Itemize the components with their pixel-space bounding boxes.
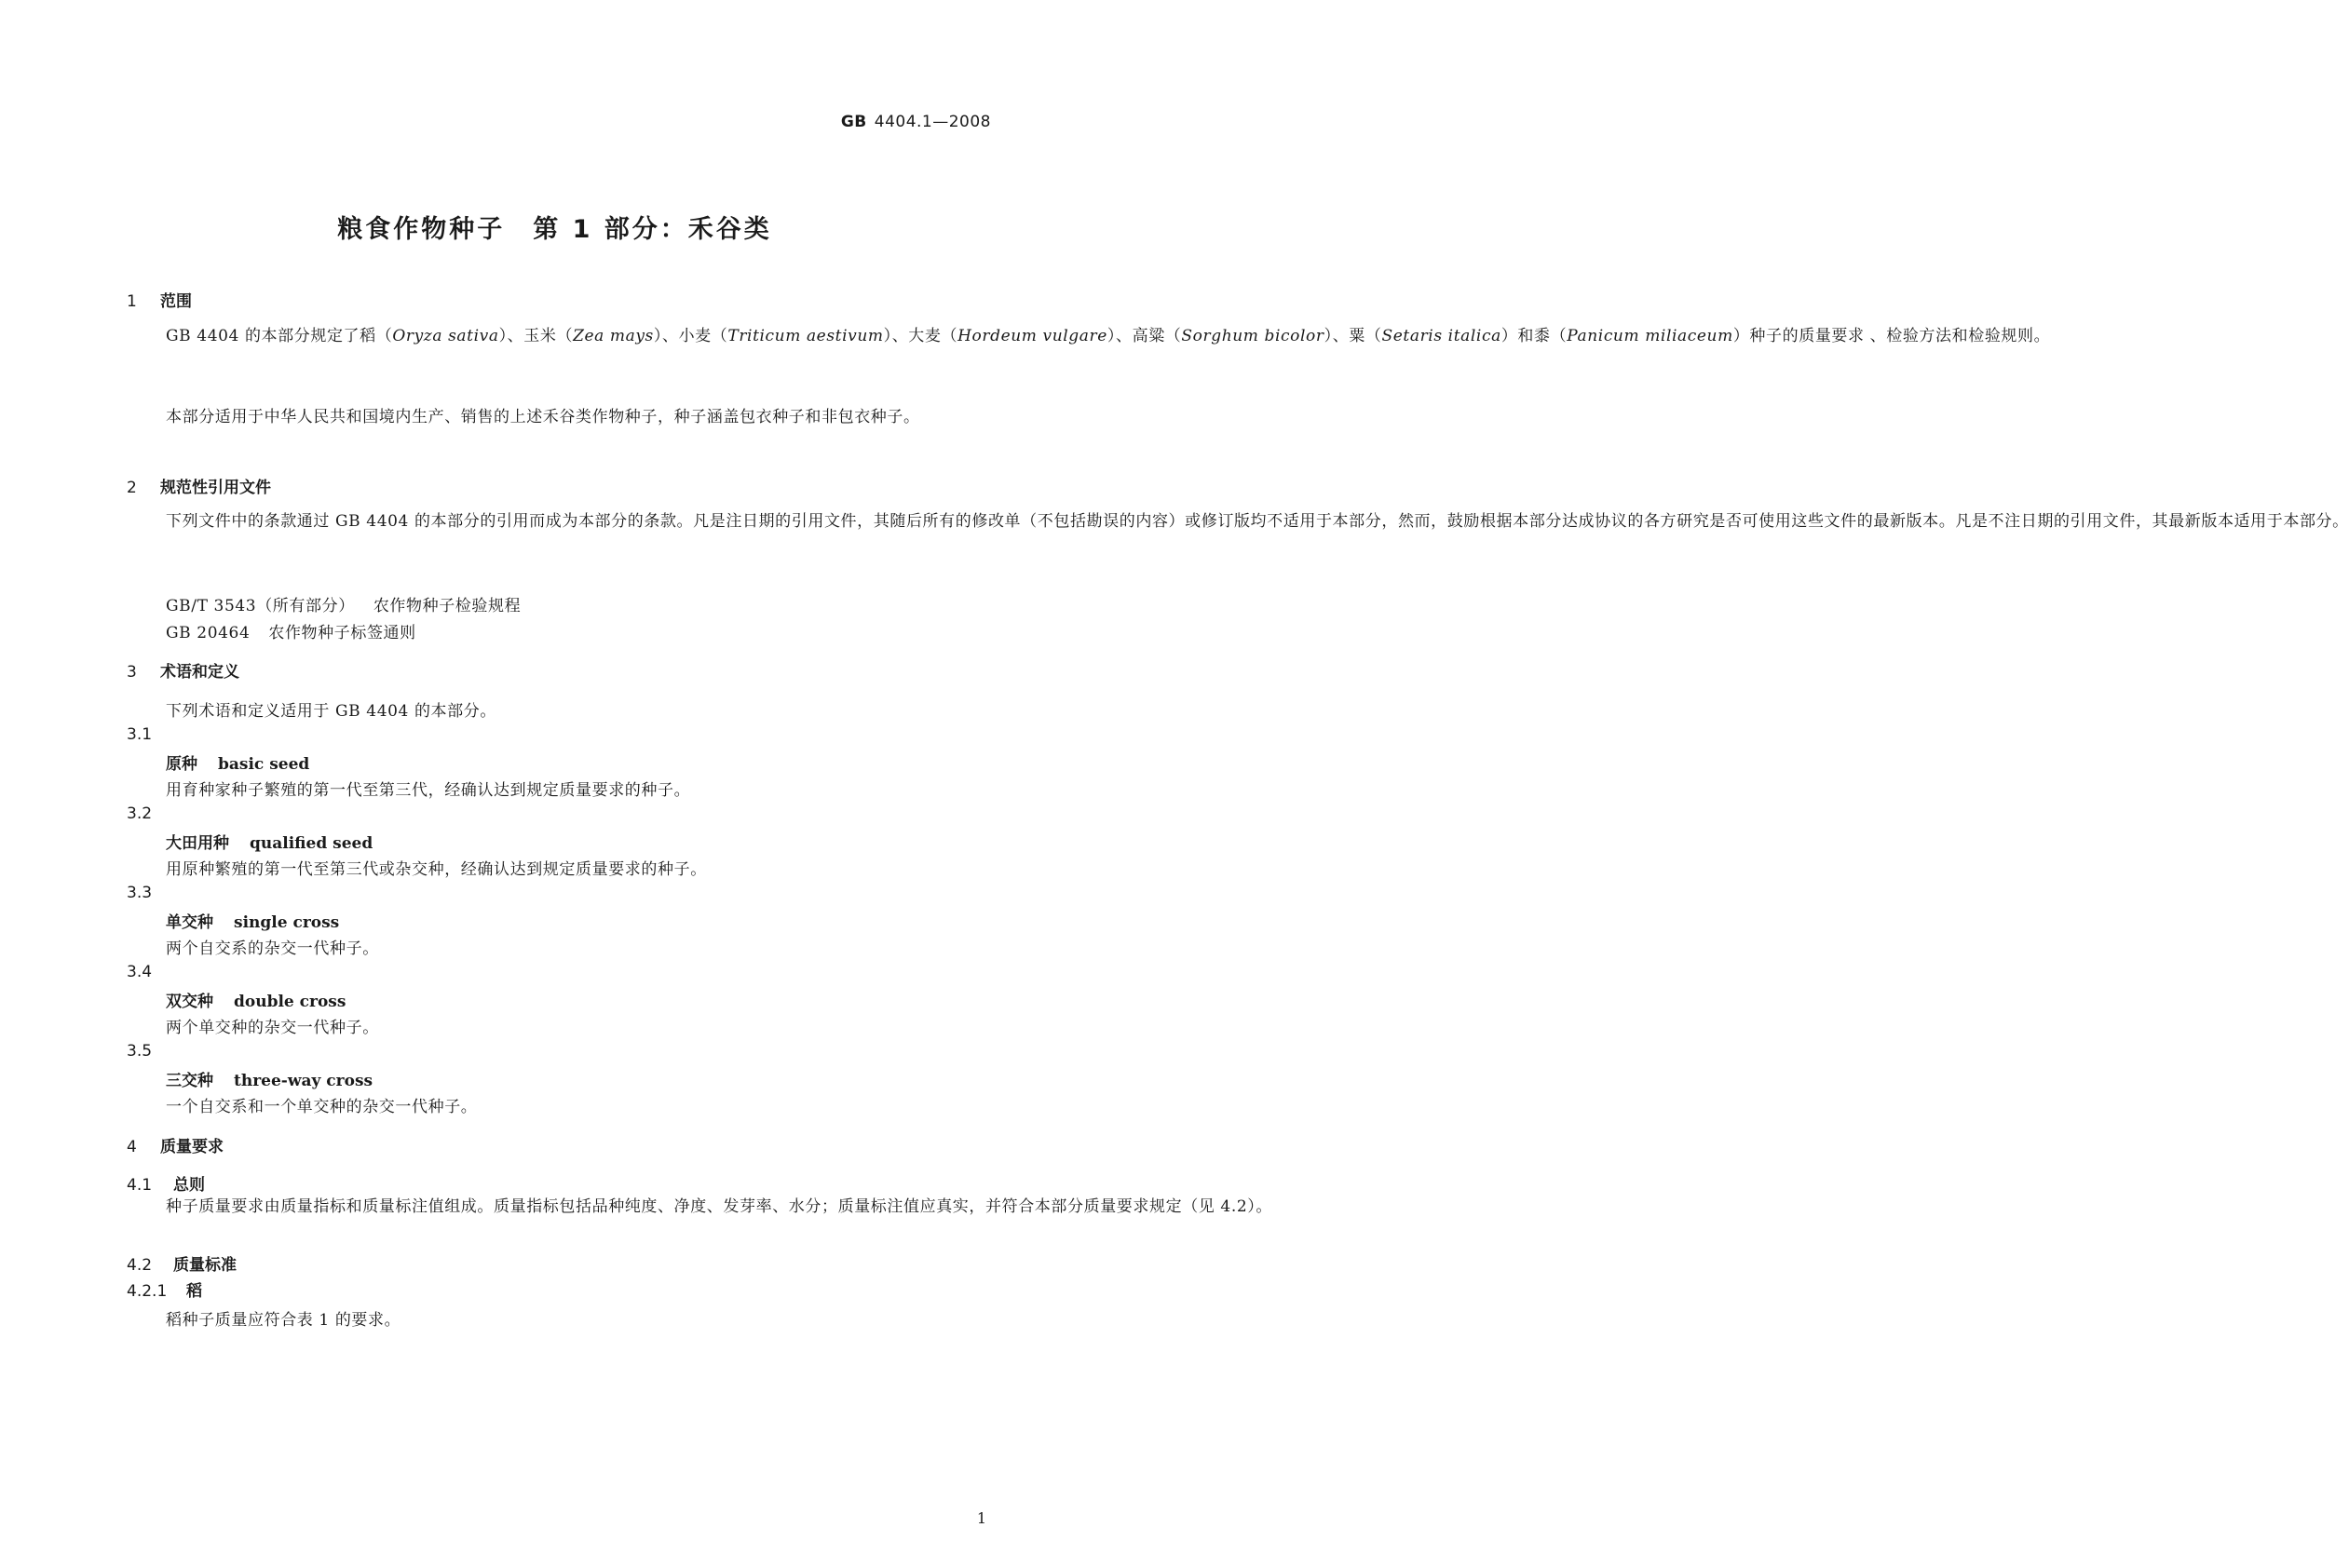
term-definition: 一个自交系和一个单交种的杂交一代种子。 — [166, 1098, 478, 1116]
section-3-heading: 3 术语和定义 — [127, 663, 239, 682]
term-number: 3.2 — [127, 804, 153, 823]
term-definition: 用育种家种子繁殖的第一代至第三代，经确认达到规定质量要求的种子。 — [166, 781, 691, 800]
term-number: 3.4 — [127, 963, 153, 981]
reference-item: GB/T 3543（所有部分） 农作物种子检验规程 — [166, 597, 522, 615]
page-number: 1 — [976, 1509, 986, 1527]
term-definition: 两个单交种的杂交一代种子。 — [166, 1019, 379, 1037]
term-definition: 用原种繁殖的第一代至第三代或杂交种，经确认达到规定质量要求的种子。 — [166, 860, 707, 879]
term-title: 原种 basic seed — [166, 755, 310, 774]
section-1-heading: 1 范围 — [127, 292, 192, 311]
standard-number: GB 4404.1—2008 — [840, 113, 991, 131]
section-4-2-heading: 4.2 质量标准 — [127, 1256, 237, 1275]
term-number: 3.1 — [127, 725, 153, 744]
term-definition: 两个自交系的杂交一代种子。 — [166, 939, 379, 958]
reference-item: GB 20464 农作物种子标签通则 — [166, 624, 416, 642]
document-title: 粮食作物种子 第 1 部分：禾谷类 — [337, 215, 772, 244]
section-4-1-heading: 4.1 总则 — [127, 1176, 205, 1195]
section-1-paragraph-2: 本部分适用于中华人民共和国境内生产、销售的上述禾谷类作物种子，种子涵盖包衣种子和非包衣种子。 — [166, 408, 920, 426]
term-number: 3.3 — [127, 884, 153, 902]
section-2-heading: 2 规范性引用文件 — [127, 479, 271, 497]
term-title: 单交种 single cross — [166, 913, 340, 932]
term-number: 3.5 — [127, 1042, 153, 1061]
section-1-paragraph-1: GB 4404 的本部分规定了稻（Oryza sativa）、玉米（Zea mays）、小麦（Triticum aestivum）、大麦（Hordeum vulgare）、高粱（Sorghum bicolor）、粟（Setaris italica）和黍（Panicum miliaceum）种子的质量要求 、检验方法和检验规则。 — [166, 327, 2051, 345]
term-title: 大田用种 qualified seed — [166, 834, 373, 853]
term-title: 双交种 double cross — [166, 993, 346, 1011]
section-4-2-1-heading: 4.2.1 稻 — [127, 1282, 202, 1301]
term-title: 三交种 three-way cross — [166, 1072, 373, 1090]
section-4-1-paragraph: 种子质量要求由质量指标和质量标注值组成。质量指标包括品种纯度、净度、发芽率、水分；质量标注值应真实，并符合本部分质量要求规定（见 4.2）。 — [166, 1197, 1272, 1216]
section-4-2-1-paragraph: 稻种子质量应符合表 1 的要求。 — [166, 1311, 401, 1330]
section-4-heading: 4 质量要求 — [127, 1138, 224, 1156]
section-3-intro: 下列术语和定义适用于 GB 4404 的本部分。 — [166, 702, 496, 721]
section-2-paragraph: 下列文件中的条款通过 GB 4404 的本部分的引用而成为本部分的条款。凡是注日期的引用文件，其随后所有的修改单（不包括勘误的内容）或修订版均不适用于本部分，然而，鼓励根据本部分达成协议的各方研究是否可使用这些文件的最新版本。凡是不注日期的引用文件，其最新版本适用于本部分。 — [166, 512, 2349, 531]
